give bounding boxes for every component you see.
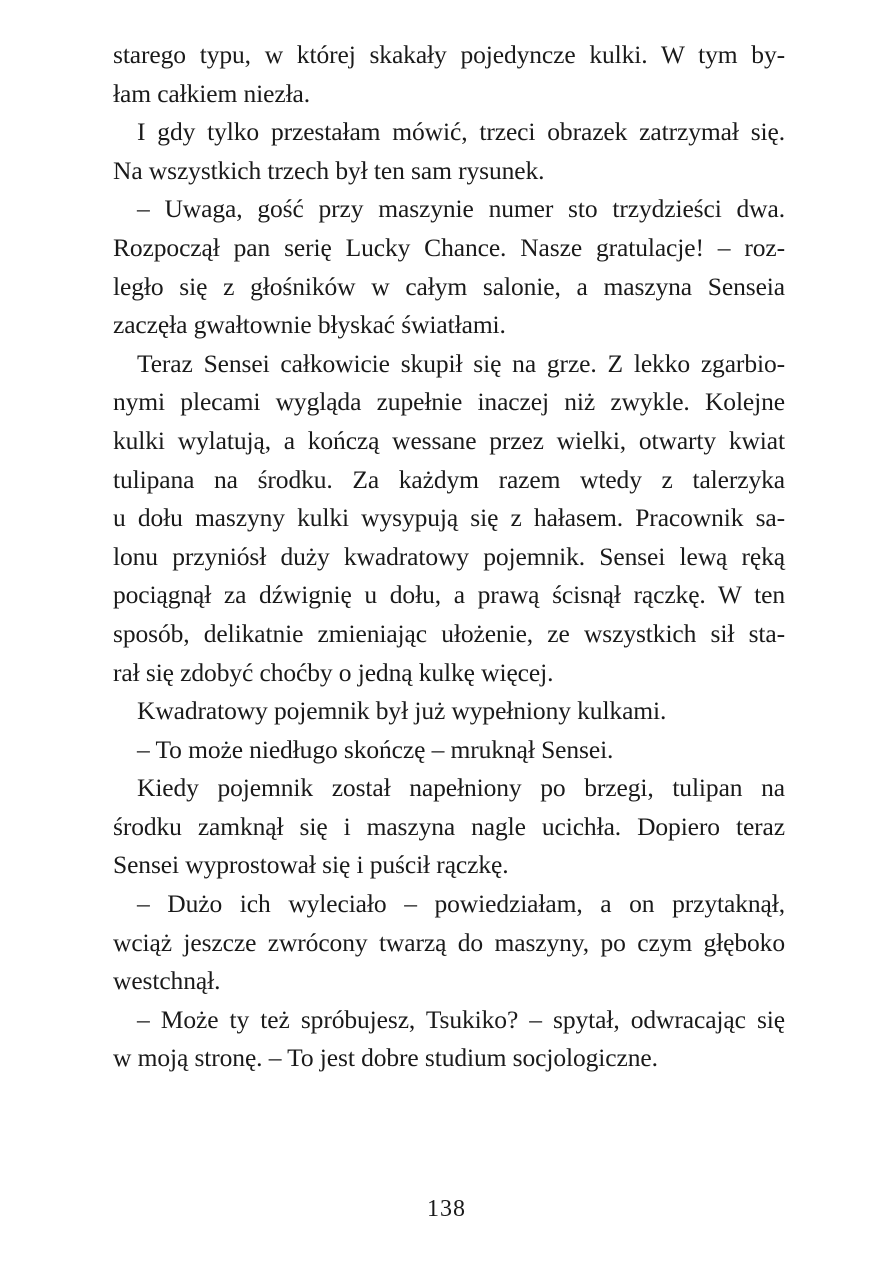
text-line: kulki wylatują, a kończą wessane przez wielki, otwarty kwiat (113, 425, 785, 455)
text-line: lonu przyniósł duży kwadratowy pojemnik. Sensei lewą ręką (113, 541, 785, 571)
text-line: legło się z głośników w całym salonie, a maszyna Senseia (113, 271, 785, 301)
text-line: Kiedy pojemnik został napełniony po brzegi, tulipan na (137, 773, 785, 803)
page-number: 138 (427, 1196, 466, 1222)
text-line: – Uwaga, gość przy maszynie numer sto trzydzieści dwa. (137, 194, 785, 224)
text-line: Na wszystkich trzech był ten sam rysunek. (113, 155, 545, 185)
text-line: Teraz Sensei całkowicie skupił się na grze. Z lekko zgarbio- (137, 348, 785, 378)
text-line: łam całkiem niezła. (113, 78, 311, 108)
text-line: środku zamknął się i maszyna nagle ucichła. Dopiero teraz (113, 811, 785, 841)
text-line: Sensei wyprostował się i puścił rączkę. (113, 850, 509, 880)
text-line: – Może ty też spróbujesz, Tsukiko? – spytał, odwracając się (137, 1004, 785, 1034)
text-line: zaczęła gwałtownie błyskać światłami. (113, 310, 506, 340)
text-line: Rozpoczął pan serię Lucky Chance. Nasze gratulacje! – roz- (113, 232, 785, 262)
text-line: pociągnął za dźwignię u dołu, a prawą ścisnął rączkę. W ten (113, 580, 785, 610)
text-line: Kwadratowy pojemnik był już wypełniony kulkami. (137, 696, 667, 726)
text-line: westchnął. (113, 966, 221, 996)
text-line: rał się zdobyć choćby o jedną kulkę więcej. (113, 657, 554, 687)
text-line: I gdy tylko przestałam mówić, trzeci obrazek zatrzymał się. (137, 117, 785, 147)
book-page-body (113, 36, 785, 1078)
text-line: nymi plecami wygląda zupełnie inaczej niż zwykle. Kolejne (113, 387, 785, 417)
text-line: – To może niedługo skończę – mruknął Sensei. (137, 734, 614, 764)
text-line: sposób, delikatnie zmieniając ułożenie, ze wszystkich sił sta- (113, 618, 785, 648)
text-line: wciąż jeszcze zwrócony twarzą do maszyny, po czym głęboko (113, 927, 785, 957)
text-line: – Dużo ich wyleciało – powiedziałam, a on przytaknął, (137, 889, 785, 919)
text-line: tulipana na środku. Za każdym razem wtedy z talerzyka (113, 464, 785, 494)
text-line: u dołu maszyny kulki wysypują się z hałasem. Pracownik sa- (113, 503, 785, 533)
text-line: starego typu, w której skakały pojedyncze kulki. W tym by- (113, 40, 785, 69)
text-line: w moją stronę. – To jest dobre studium socjologiczne. (113, 1043, 658, 1073)
